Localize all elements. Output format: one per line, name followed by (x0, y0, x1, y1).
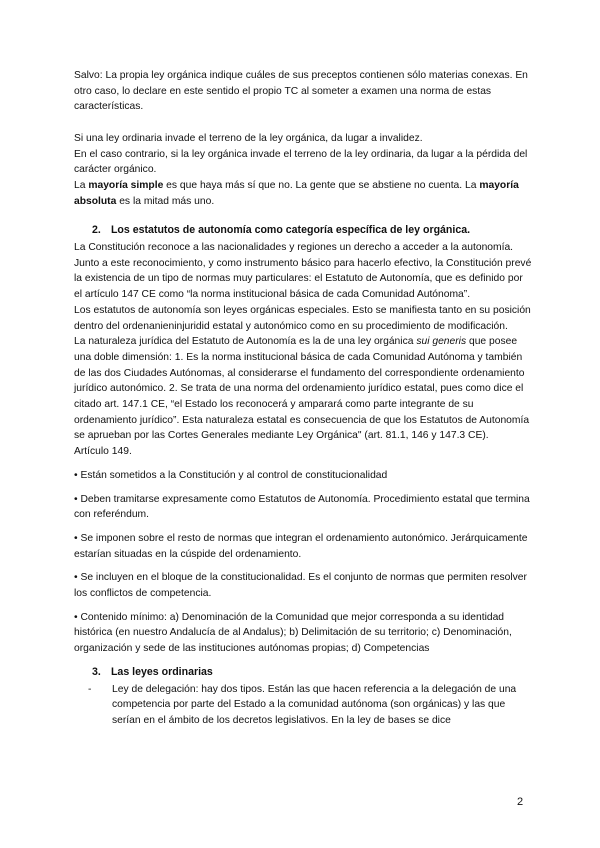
page-number: 2 (517, 796, 524, 808)
document-page (74, 68, 532, 729)
bullet-item: • Se incluyen en el bloque de la constitucionalidad. Es el conjunto de normas que permiten resolver los conflictos de competencia. (74, 572, 527, 600)
paragraph-caso-contrario: En el caso contrario, si la ley orgánica invade el terreno de la ley ordinaria, da lugar a la pérdida del carácter orgánico. (74, 148, 528, 176)
text-run: es que haya más sí que no. La gente que se abstiene no cuenta. La (163, 179, 480, 191)
text-run: La naturaleza jurídica del Estatuto de Autonomía es la de una ley orgánica (74, 336, 417, 348)
section-title: Los estatutos de autonomía como categoría específica de ley orgánica. (110, 224, 471, 237)
paragraph-mayorias (74, 178, 532, 209)
paragraph-ley-ordinaria-invade: Si una ley ordinaria invade el terreno de la ley orgánica, da lugar a invalidez. (74, 132, 423, 144)
section-title: Las leyes ordinarias (110, 665, 213, 678)
list-item (88, 682, 532, 729)
section-3-heading (92, 665, 532, 681)
bullet-item: • Contenido mínimo: a) Denominación de la Comunidad que mejor corresponda a su identidad histórica (en nuestro Andalucía de al Andalus); b) Delimitación de su territorio; c) Denominación, organización y sede de las instituciones autónomas propias; d) Competencias (74, 611, 512, 655)
paragraph-constitucion-reconoce: La Constitución reconoce a las nacionalidades y regiones un derecho a acceder a la autonomía. Junto a este reconocimiento, y como instrumento básico para hacerlo efectivo, la Constitución prevé la existencia de un tipo de normas muy particulares: el Estatuto de Autonomía, que es definido por el artículo 147 CE como “la norma institucional básica de cada Comunidad Autónoma”. (74, 242, 532, 301)
paragraph-naturaleza-juridica (74, 334, 532, 444)
paragraph-salvo: Salvo: La propia ley orgánica indique cuáles de sus preceptos contienen sólo materias conexas. En otro caso, lo declare en este sentido el propio TC al someter a examen una norma de estas características. (74, 70, 528, 113)
paragraph-estatutos-especiales: Los estatutos de autonomía son leyes orgánicas especiales. Esto se manifiesta tanto en su posición dentro del ordenanieninjuridid estatal y autonómico como en su procedimiento de modificación. (74, 304, 531, 332)
term-sui-generis: sui generis (416, 336, 467, 348)
bullet-item: • Están sometidos a la Constitución y al control de constitucionalidad (74, 469, 388, 481)
paragraph-articulo-149: Artículo 149. (74, 446, 132, 458)
bullet-item: • Se imponen sobre el resto de normas que integran el ordenamiento autonómico. Jerárquicamente estarían situadas en la cúspide del ordenamiento. (74, 532, 528, 560)
text-run: La (74, 179, 89, 191)
text-run: que posee una doble dimensión: 1. Es la norma institucional básica de cada Comunidad Autónoma y también de las dos Ciudades Autónomas, al considerarse el fundamento del correspondiente ordenamiento jurídico autonómico. 2. Se trata de una norma del ordenamiento jurídico estatal, pues como dice el citado art. 147.1 CE, “el Estado los reconocerá y amparará como parte integrante de su ordenamiento jurídico”. Esta naturaleza estatal es consecuencia de que los Estatutos de Autonomía se aprueban por las Cortes Generales mediante Ley Orgánica" (art. 81.1, 146 y 147.3 CE). (74, 336, 530, 442)
text-run: es la mitad más uno. (116, 195, 215, 207)
term-mayoria-absoluta: mayoría absoluta (74, 179, 519, 207)
section-number: 2. (92, 224, 101, 237)
list-dash: - (88, 683, 92, 695)
section-number: 3. (92, 665, 101, 678)
section-2-heading (92, 223, 532, 239)
bullet-item: • Deben tramitarse expresamente como Estatutos de Autonomía. Procedimiento estatal que termina con referéndum. (74, 493, 530, 521)
term-mayoria-simple: mayoría simple (88, 179, 164, 191)
list-item-text: Ley de delegación: hay dos tipos. Están las que hacen referencia a la delegación de una competencia por parte del Estado a la comunidad autónoma (son orgánicas) y las que serían en el ámbito de los decretos legislativos. En la ley de bases se dice (112, 683, 517, 726)
